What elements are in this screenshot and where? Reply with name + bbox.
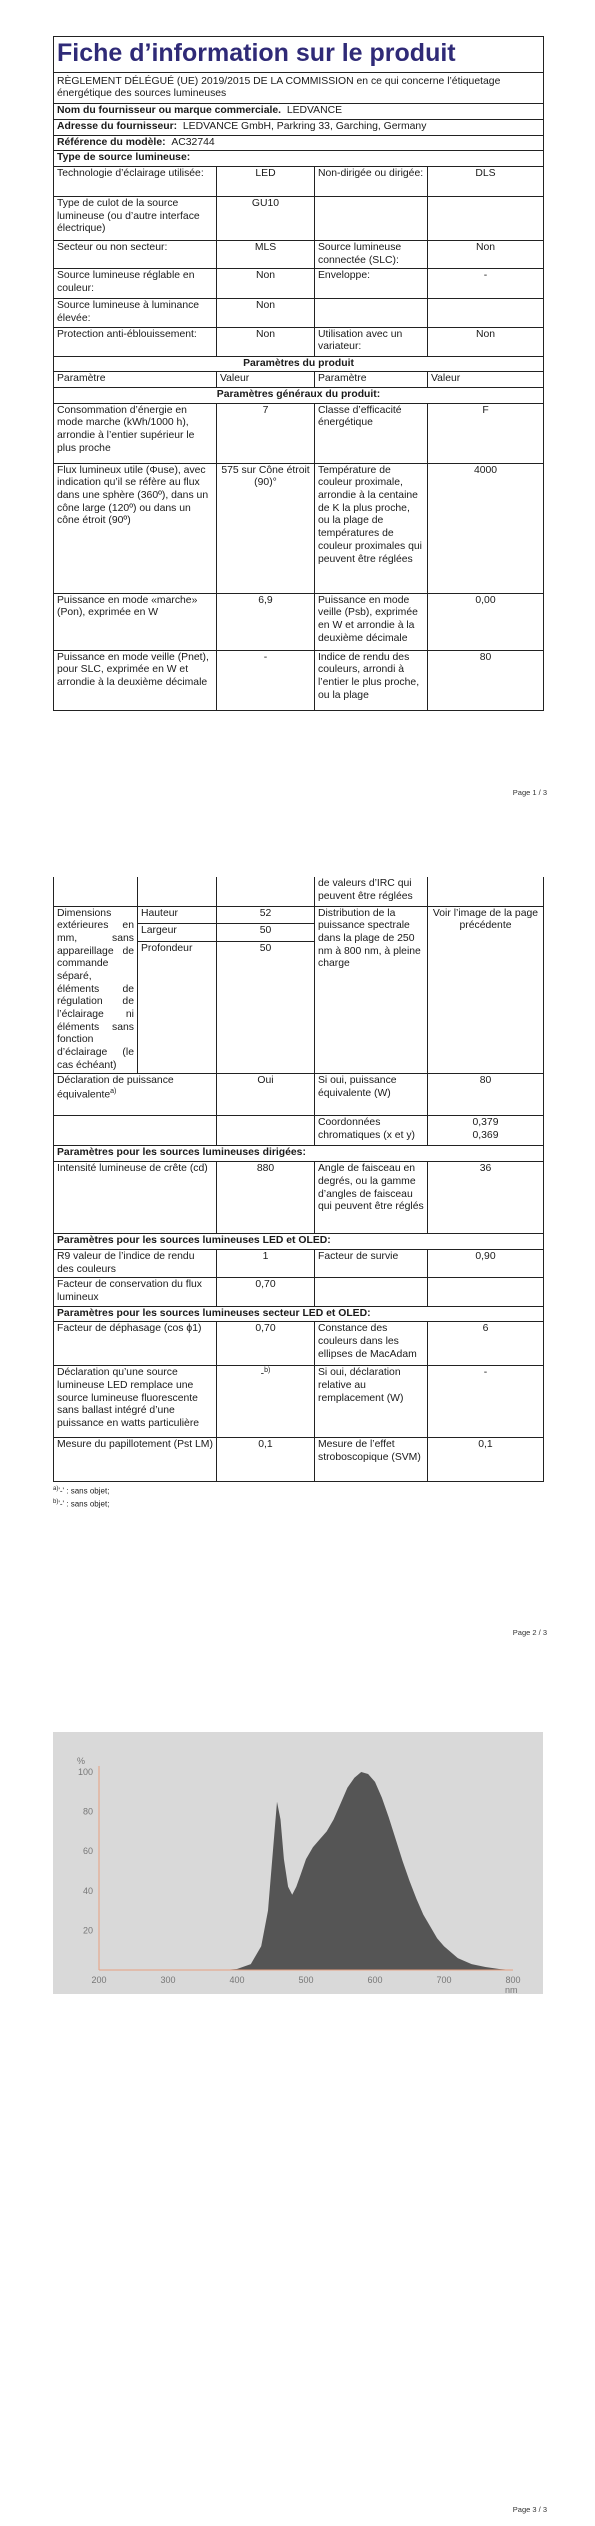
x-tick-label: 800	[505, 1975, 521, 1985]
table-row: Type de culot de la source lumineuse (ou d’autre interface électrique) GU10	[54, 196, 544, 240]
y-tick-label: 40	[82, 1885, 93, 1896]
table-row: Puissance en mode veille (Pnet), pour SLC, exprimée en W et arrondie à la deuxième décimale - Indice de rendu des couleurs, arrondi à l’entier le plus proche, ou la plage 80	[54, 650, 544, 710]
table-row: Protection anti-éblouissement: Non Utilisation avec un variateur: Non	[54, 327, 544, 356]
page-number: Page 2 / 3	[512, 1628, 547, 1637]
x-tick-label: 600	[367, 1975, 383, 1985]
y-tick-label: 100	[77, 1767, 93, 1777]
table-row: Source lumineuse réglable en couleur: Non Enveloppe: -	[54, 269, 544, 299]
table-row: Intensité lumineuse de crête (cd) 880 Angle de faisceau en degrés, ou la gamme d’angles de faisceau qui peuvent être réglés 36	[54, 1162, 544, 1234]
dimensions-row: Dimensions extérieures en mm, sans appareillage de commande séparé, éléments de régulation de l’éclairage ni éléments sans fonction d’éclairage (le cas échéant) Hauteur 52 Distribution de la puissance spectrale dans la plage de 250 nm à 800 nm, à pleine charge Voir l’image de la page précédente	[54, 906, 544, 924]
supplier-address-row	[54, 119, 544, 135]
y-axis-label: %	[77, 1756, 86, 1766]
x-tick-label: 400	[229, 1975, 245, 1985]
model-value: AC32744	[171, 136, 215, 148]
spectral-distribution-chart	[53, 1732, 543, 1994]
table-row: Facteur de conservation du flux lumineux 0,70	[54, 1278, 544, 1306]
x-tick-label: 500	[298, 1975, 314, 1985]
footnotes	[53, 1485, 543, 1510]
spectral-chart-svg	[53, 1732, 543, 1994]
y-tick-label: 80	[82, 1806, 93, 1817]
y-tick-label: 60	[82, 1846, 93, 1857]
supplier-address-value: LEDVANCE GmbH, Parkring 33, Garching, Germany	[182, 120, 427, 132]
table-row: Secteur ou non secteur: MLS Source lumineuse connectée (SLC): Non	[54, 240, 544, 268]
source-type-heading: Type de source lumineuse:	[54, 151, 544, 167]
model-label: Référence du modèle:	[57, 136, 166, 148]
table-row: Puissance en mode «marche» (Pon), exprimée en W 6,9 Puissance en mode veille (Psb), exprimée en W et arrondie à la deuxième décimale 0,00	[54, 593, 544, 650]
directed-params-heading: Paramètres pour les sources lumineuses dirigées:	[54, 1146, 544, 1162]
product-info-table-p2: de valeurs d’IRC qui peuvent être réglées Dimensions extérieures en mm, sans appareillage de commande séparé, éléments de régulation de l’éclairage ni éléments sans fonction d’éclairage (le cas échéant) Hauteur 52 Distribution de la puissance spectrale dans la plage de 250 nm à 800 nm, à pleine charge Voir l’image de la page précédente Largeur 50 Profondeur 50 Déclaration de puissance équivalente$^{a)}$ Oui Si oui, puissance équivalente (W) 80 Coordonnées chromatiques (x et y) 0,379 0,369 Paramètres pour les sources lumineuses dirigées: Intensité lumineuse de crête (cd) 880 Angle de faisceau en degrés, ou la gamme d’angles de faisceau qui peuvent être réglés 36 Paramètres pour les sources lumineuses LED et OLED: R9 valeur de l’indice de rendu des couleurs 1 Facteur de survie 0,90 Facteur de conservation du flux lumineux 0,70 Paramètres pour les sources lumineuses secteur LED et OLED: Facteur de déphasage (cos ϕ1) 0,70 Constance des couleurs dans les ellipses de MacAdam 6 Déclaration qu’une source lumineuse LED remplace une source lumineuse fluorescente sans ballast intégré d’une puissance en watts particulière -$^{b)}$ Si oui, déclaration relative au remplacement (W) - Mesure du papillotement (Pst LM) 0,1 Mesure de l’effet stroboscopique (SVM) 0,1	[53, 877, 544, 1482]
footnote-b: $^{b)}$'-' : sans objet;	[53, 1498, 110, 1509]
table-row: Facteur de déphasage (cos ϕ1) 0,70 Constance des couleurs dans les ellipses de MacAdam 6	[54, 1322, 544, 1366]
table-row: Source lumineuse à luminance élevée: Non	[54, 299, 544, 327]
page-number: Page 3 / 3	[512, 2505, 547, 2514]
dimensions-label: Dimensions extérieures en mm, sans appareillage de commande séparé, éléments de régulation de l’éclairage ni éléments sans fonction d’éclairage (le cas échéant)	[54, 906, 138, 1074]
supplier-name-row	[54, 104, 544, 120]
table-row: de valeurs d’IRC qui peuvent être réglées	[54, 877, 544, 906]
product-info-table-p1	[53, 36, 544, 711]
supplier-name-label: Nom du fournisseur ou marque commerciale.	[57, 105, 282, 117]
equivalent-power-row: Déclaration de puissance équivalente$^{a)}$ Oui Si oui, puissance équivalente (W) 80	[54, 1074, 544, 1116]
page-number: Page 1 / 3	[512, 788, 547, 797]
chromaticity-row: Coordonnées chromatiques (x et y) 0,379 0,369	[54, 1116, 544, 1146]
table-row: Déclaration qu’une source lumineuse LED remplace une source lumineuse fluorescente sans ballast intégré d’une puissance en watts particulière -$^{b)}$ Si oui, déclaration relative au remplacement (W) -	[54, 1366, 544, 1438]
footnote-a: $^{a)}$'-' : sans objet;	[53, 1486, 110, 1496]
product-params-heading: Paramètres du produit	[54, 356, 544, 372]
supplier-address-label: Adresse du fournisseur:	[57, 120, 178, 132]
spectrum-area	[223, 1772, 513, 1970]
supplier-name-value: LEDVANCE	[286, 105, 343, 117]
led-params-heading: Paramètres pour les sources lumineuses LED et OLED:	[54, 1234, 544, 1250]
table-row: Technologie d’éclairage utilisée: LED Non-dirigée ou dirigée: DLS	[54, 166, 544, 196]
table-row: Consommation d’énergie en mode marche (kWh/1000 h), arrondie à l’entier supérieur le plus proche 7 Classe d’efficacité énergétique F	[54, 403, 544, 463]
mains-params-heading: Paramètres pour les sources lumineuses secteur LED et OLED:	[54, 1306, 544, 1322]
column-header-row: Paramètre Valeur Paramètre Valeur	[54, 372, 544, 388]
general-params-heading: Paramètres généraux du produit:	[54, 388, 544, 404]
x-tick-label: 200	[91, 1975, 107, 1985]
regulation-text: RÈGLEMENT DÉLÉGUÉ (UE) 2019/2015 DE LA COMMISSION en ce qui concerne l’étiquetage énergétique des sources lumineuses	[54, 72, 544, 103]
x-tick-label: 300	[160, 1975, 176, 1985]
x-tick-label: 700	[436, 1975, 452, 1985]
table-row: Mesure du papillotement (Pst LM) 0,1 Mesure de l’effet stroboscopique (SVM) 0,1	[54, 1438, 544, 1482]
table-row: Flux lumineux utile (Φuse), avec indication qu’il se réfère au flux dans une sphère (360º), dans un cône large (120º) ou dans un cône étroit (90º) 575 sur Cône étroit (90)° Température de couleur proximale, arrondie à la centaine de K la plus proche, ou la plage de températures de couleur proximales qui peuvent être réglées 4000	[54, 463, 544, 593]
model-row	[54, 135, 544, 151]
y-tick-label: 20	[82, 1925, 93, 1936]
x-axis-label: nm	[505, 1985, 518, 1994]
page-title: Fiche d’information sur le produit	[54, 37, 544, 73]
table-row: R9 valeur de l’indice de rendu des couleurs 1 Facteur de survie 0,90	[54, 1249, 544, 1277]
